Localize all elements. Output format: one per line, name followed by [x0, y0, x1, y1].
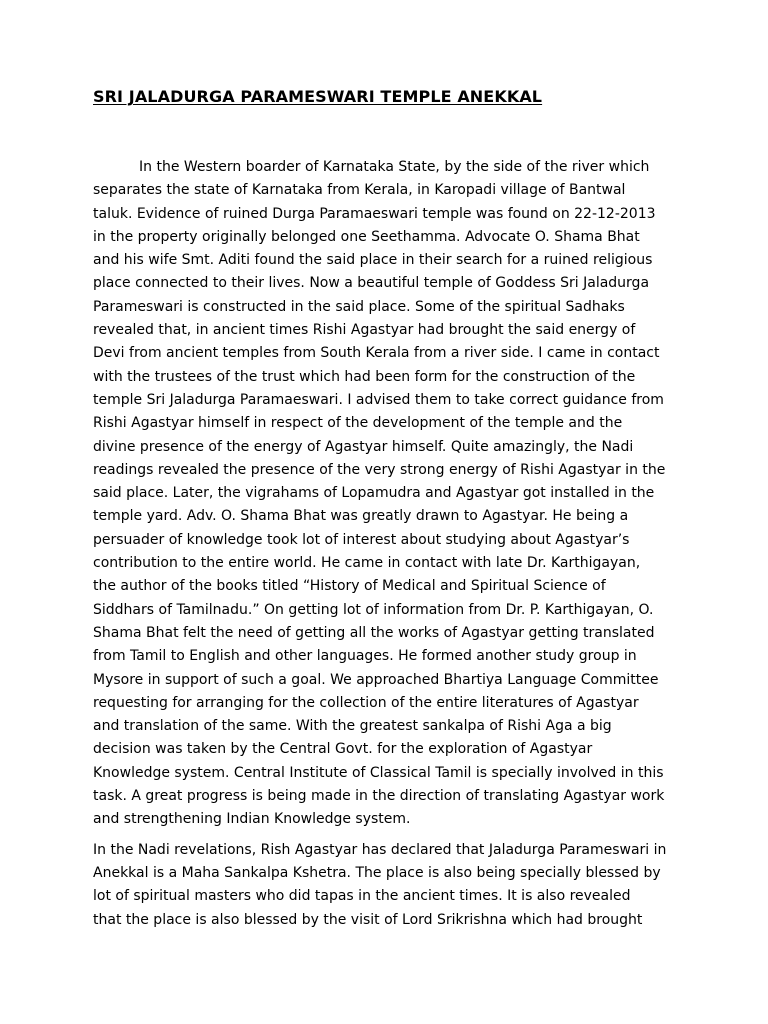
text-line: with the trustees of the trust which had been form for the construction of the	[93, 368, 636, 385]
text-line: readings revealed the presence of the very strong energy of Rishi Agastyar in the	[93, 461, 666, 478]
text-line: persuader of knowledge took lot of interest about studying about Agastyar’s	[93, 531, 630, 548]
text-line: Devi from ancient temples from South Kerala from a river side. I came in contact	[93, 345, 660, 362]
text-line: and his wife Smt. Aditi found the said place in their search for a ruined religious	[93, 252, 653, 269]
paragraph-1	[93, 156, 683, 832]
text-line: separates the state of Karnataka from Kerala, in Karopadi village of Bantwal	[93, 182, 626, 199]
text-line: in the property originally belonged one Seethamma. Advocate O. Shama Bhat	[93, 228, 640, 245]
text-line: task. A great progress is being made in the direction of translating Agastyar work	[93, 788, 665, 805]
text-line: Rishi Agastyar himself in respect of the development of the temple and the	[93, 415, 623, 432]
text-line: Parameswari is constructed in the said place. Some of the spiritual Sadhaks	[93, 298, 625, 315]
text-line: temple Sri Jaladurga Paramaeswari. I advised them to take correct guidance from	[93, 391, 664, 408]
text-line: Shama Bhat felt the need of getting all the works of Agastyar getting translated	[93, 624, 655, 641]
text-line: the author of the books titled “History of Medical and Spiritual Science of	[93, 578, 606, 595]
text-line: Knowledge system. Central Institute of Classical Tamil is specially involved in this	[93, 764, 664, 781]
text-line: Siddhars of Tamilnadu.” On getting lot of information from Dr. P. Karthigayan, O.	[93, 601, 654, 618]
text-line: and strengthening Indian Knowledge system.	[93, 811, 411, 828]
text-line: contribution to the entire world. He came in contact with late Dr. Karthigayan,	[93, 555, 641, 572]
text-line: Mysore in support of such a goal. We approached Bhartiya Language Committee	[93, 671, 659, 688]
text-line: In the Western boarder of Karnataka State, by the side of the river which	[139, 159, 650, 175]
text-line: decision was taken by the Central Govt. for the exploration of Agastyar	[93, 741, 593, 758]
text-line: and translation of the same. With the greatest sankalpa of Rishi Aga a big	[93, 718, 612, 735]
text-line: from Tamil to English and other languages. He formed another study group in	[93, 648, 637, 665]
text-line: requesting for arranging for the collection of the entire literatures of Agastyar	[93, 694, 639, 711]
text-line: said place. Later, the vigrahams of Lopamudra and Agastyar got installed in the	[93, 485, 655, 502]
text-line: revealed that, in ancient times Rishi Agastyar had brought the said energy of	[93, 322, 636, 339]
paragraph-2	[93, 839, 683, 932]
text-line: that the place is also blessed by the visit of Lord Srikrishna which had brought	[93, 911, 643, 928]
text-line: In the Nadi revelations, Rish Agastyar has declared that Jaladurga Parameswari in	[93, 841, 667, 858]
document-body	[93, 156, 683, 932]
text-line: taluk. Evidence of ruined Durga Paramaeswari temple was found on 22-12-2013	[93, 205, 656, 222]
document-title: SRI JALADURGA PARAMESWARI TEMPLE ANEKKAL	[93, 87, 543, 106]
text-line: divine presence of the energy of Agastyar himself. Quite amazingly, the Nadi	[93, 438, 634, 455]
text-line: place connected to their lives. Now a beautiful temple of Goddess Sri Jaladurga	[93, 275, 650, 292]
text-line: lot of spiritual masters who did tapas in the ancient times. It is also revealed	[93, 888, 631, 905]
text-line: temple yard. Adv. O. Shama Bhat was greatly drawn to Agastyar. He being a	[93, 508, 629, 525]
text-line: Anekkal is a Maha Sankalpa Kshetra. The place is also being specially blessed by	[93, 864, 661, 881]
